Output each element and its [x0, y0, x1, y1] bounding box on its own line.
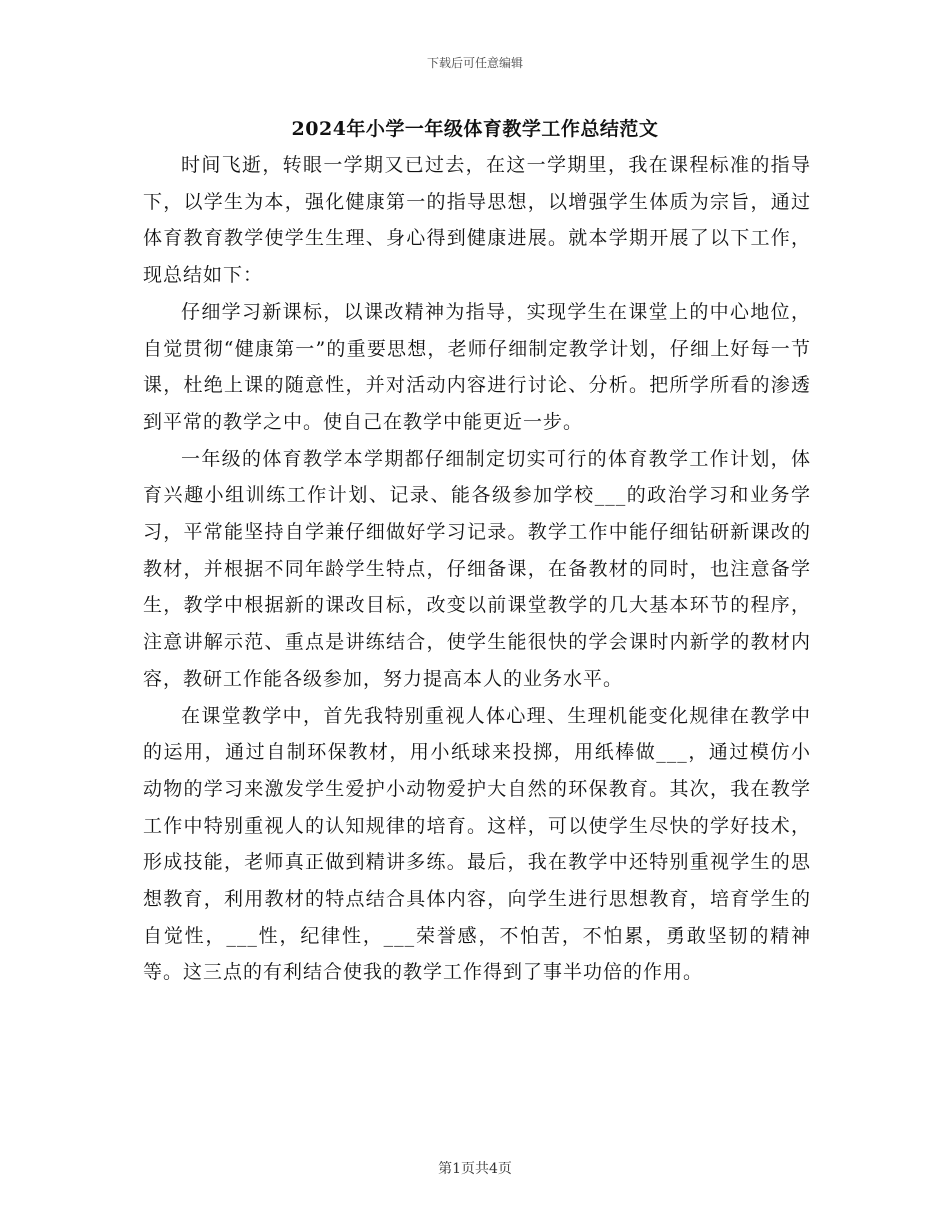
paragraph-curriculum-study: 仔细学习新课标，以课改精神为指导，实现学生在课堂上的中心地位，自觉贯彻“健康第一”的重要思想，老师仔细制定教学计划，仔细上好每一节课，杜绝上课的随意性，并对活动内容进行讨论、分析。把所学所看的渗透到平常的教学之中。使自己在教学中能更近一步。	[143, 300, 811, 433]
page-header-note: 下载后可任意编辑	[426, 56, 523, 70]
paragraph-intro: 时间飞逝，转眼一学期又已过去，在这一学期里，我在课程标准的指导下，以学生为本，强化健康第一的指导思想，以增强学生体质为宗旨，通过体育教育教学使学生生理、身心得到健康进展。就本学期开展了以下工作，现总结如下：	[143, 154, 811, 287]
document-body	[143, 147, 811, 991]
document-title: 2024年小学一年级体育教学工作总结范文	[291, 118, 659, 140]
page-footer-number: 第1页共4页	[438, 1161, 512, 1177]
paragraph-classroom-teaching: 在课堂教学中，首先我特别重视人体心理、生理机能变化规律在教学中的运用，通过自制环保教材，用小纸球来投掷，用纸棒做___，通过模仿小动物的学习来激发学生爱护小动物爱护大自然的环保教育。其次，我在教学工作中特别重视人的认知规律的培育。这样，可以使学生尽快的学好技术，形成技能，老师真正做到精讲多练。最后，我在教学中还特别重视学生的思想教育，利用教材的特点结合具体内容，向学生进行思想教育，培育学生的自觉性，___性，纪律性，___荣誉感，不怕苦，不怕累，勇敢坚韧的精神等。这三点的有利结合使我的教学工作得到了事半功倍的作用。	[143, 704, 811, 984]
paragraph-teaching-plan: 一年级的体育教学本学期都仔细制定切实可行的体育教学工作计划，体育兴趣小组训练工作计划、记录、能各级参加学校___的政治学习和业务学习，平常能坚持自学兼仔细做好学习记录。教学工作中能仔细钻研新课改的教材，并根据不同年龄学生特点，仔细备课，在备教材的同时，也注意备学生，教学中根据新的课改目标，改变以前课堂教学的几大基本环节的程序，注意讲解示范、重点是讲练结合，使学生能很快的学会课时内新学的教材内容，教研工作能各级参加，努力提高本人的业务水平。	[143, 447, 811, 690]
